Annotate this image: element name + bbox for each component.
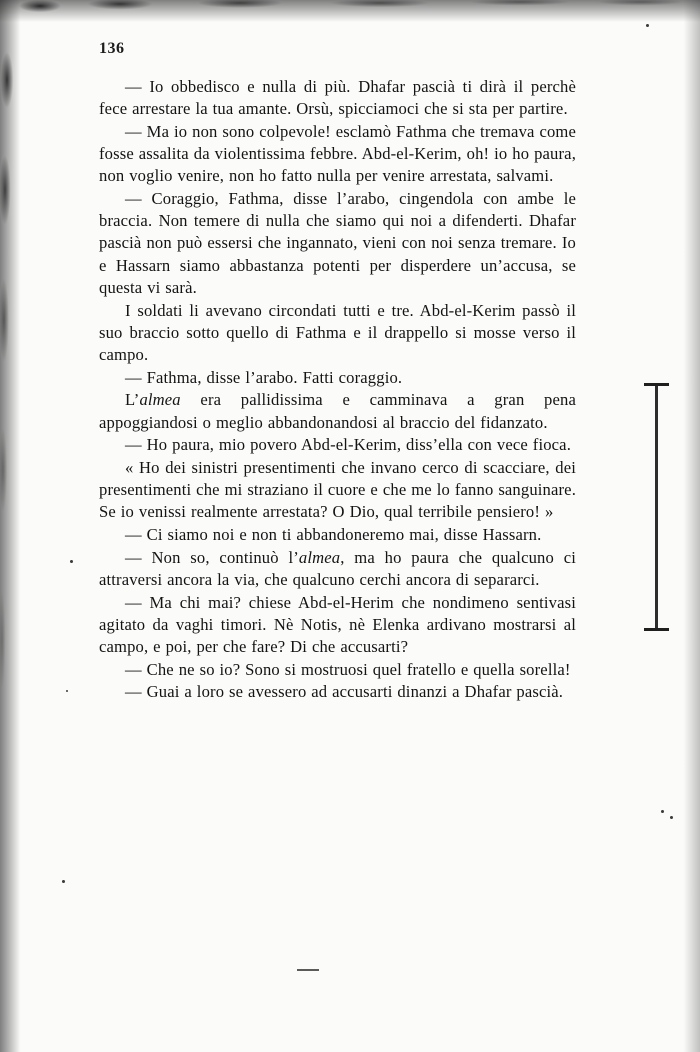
margin-rule-bottom-cap <box>644 628 669 631</box>
scan-speck <box>66 690 68 692</box>
text-run: — Coraggio, Fathma, disse l’arabo, cingendola con ambe le braccia. Non temere di nulla che siamo qui noi a difenderti. Dhafar pascià non può essersi che ingannato, vieni con noi senza tremare. Io e Hassarn siamo abbastanza potenti per disperdere un’accusa, se questa vi sarà. <box>99 189 576 297</box>
text-run: — Guai a loro se avessero ad accusarti dinanzi a Dhafar pascià. <box>125 682 564 702</box>
paragraph <box>99 188 576 299</box>
scan-speck <box>661 810 664 813</box>
text-run: , ma ho paura che qualcuno ci attraversi ancora la via, che qualcuno cerchi ancora di separarci. <box>99 547 576 590</box>
paragraph <box>99 76 576 120</box>
paragraph <box>99 390 576 434</box>
paragraph <box>99 121 576 188</box>
page-number: 136 <box>99 40 125 57</box>
text-run: — Io obbedisco e nulla di più. Dhafar pascià ti dirà il perchè fece arrestare la tua amante. Orsù, spicciamoci che si sta per partire. <box>99 77 576 119</box>
paragraph <box>99 659 576 681</box>
paragraph-list <box>99 76 576 704</box>
paragraph <box>99 547 576 591</box>
text-run: — Ma chi mai? chiese Abd-el-Herim che nondimeno sentivasi agitato da vaghi timori. Nè Notis, nè Elenka ardivano mostrarsi al campo, e poi, per che fare? Di che accusarti? <box>99 592 576 657</box>
paragraph <box>99 434 576 456</box>
paragraph <box>99 300 576 367</box>
text-run: « Ho dei sinistri presentimenti che invano cerco di scacciare, dei presentimenti che mi straziano il cuore e che me lo fanno sanguinare. Se io venissi realmente arrestata? O Dio, qual terribile pensiero! » <box>99 458 576 522</box>
scan-edge-left-artifact <box>0 0 34 1052</box>
text-run: era pallidissima e camminava a gran pena appoggiandosi o meglio abbandonandosi al braccio del fidanzato. <box>99 390 576 432</box>
text-run: — Non so, continuò l’ <box>125 547 299 567</box>
scan-speck <box>646 24 649 27</box>
body-text-column <box>99 40 576 704</box>
scan-speck <box>670 816 673 819</box>
text-run: — Fathma, disse l’arabo. Fatti coraggio. <box>125 367 403 387</box>
text-run: — Ho paura, mio povero Abd-el-Kerim, diss’ella con vece fioca. <box>125 435 571 455</box>
italic-run: almea <box>139 390 181 410</box>
paragraph <box>99 367 576 389</box>
scan-edge-top-artifact <box>0 0 700 26</box>
text-run: — Ma io non sono colpevole! esclamò Fathma che tremava come fosse assalita da violentissima febbre. Abd-el-Kerim, oh! io ho paura, non voglio venire, non ho fatto nulla per venire arrestata, salvami. <box>99 122 576 186</box>
paragraph <box>99 681 576 703</box>
scan-speck <box>70 560 73 563</box>
scan-edge-right-artifact <box>678 0 700 1052</box>
margin-rule-artifact <box>655 383 658 631</box>
text-run: — Ci siamo noi e non ti abbandoneremo mai, disse Hassarn. <box>125 525 542 545</box>
paragraph <box>99 592 576 659</box>
paragraph <box>99 524 576 546</box>
scan-speck <box>62 880 65 883</box>
footer-rule-artifact <box>297 969 319 971</box>
text-run: — Che ne so io? Sono si mostruosi quel fratello e quella sorella! <box>125 659 571 679</box>
text-run: L’ <box>125 390 140 410</box>
margin-rule-top-cap <box>644 383 669 386</box>
text-run: I soldati li avevano circondati tutti e tre. Abd-el-Kerim passò il suo braccio sotto quello di Fathma e il drappello si mosse verso il campo. <box>99 300 576 365</box>
paragraph <box>99 457 576 524</box>
italic-run: almea <box>298 547 341 567</box>
